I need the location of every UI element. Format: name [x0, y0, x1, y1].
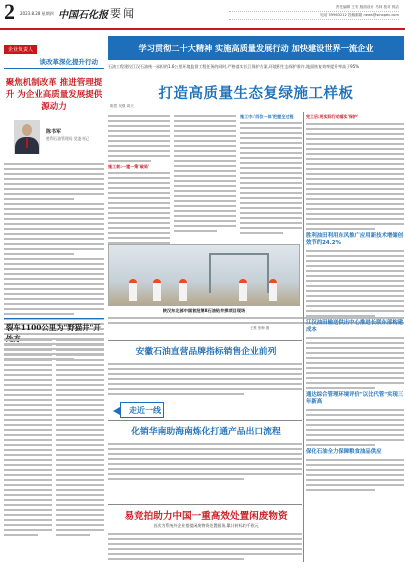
arrow-icon [113, 407, 120, 415]
banner-text: 学习贯彻二十大精神 实施高质量发展行动 加快建设世界一流企业 [138, 43, 374, 53]
divider [4, 318, 104, 319]
main-lead: 石油工程建设江汉石油统一承担的1.6公里环境监督工程任务的同时,严格落实长江保护方案,环境积生态保护准许,地面恢复效率提升率高于95% [108, 64, 360, 69]
sidebar-headline-4: 保化石油全力保障粮食油品供应 [306, 449, 382, 455]
sidebar-headline-2: 江汉油田输送供出中心推进长联东部构建成本 [306, 320, 404, 333]
article-headline-1: 安徽石油直营品牌指标销售企业前列 [135, 347, 277, 357]
editor-line: 责任编辑 王安 版面设计 马帅 校对 郭洁 [229, 4, 399, 12]
article-1-body [108, 360, 302, 397]
column-tag: 企业负责人 [4, 45, 37, 54]
person-role: 胜利石油管理局 党委书记 [46, 136, 89, 141]
editor-credits [229, 4, 399, 20]
left-column [4, 36, 104, 362]
article-headline-3: 易竞拍助力中国一重高效处置闲废物资 [124, 511, 288, 522]
person-name: 陈书军 [46, 129, 62, 135]
column-title: 谈改革深化提升行动 [4, 57, 104, 69]
bottom-left-headline: 裂车1100公里为"野猫井"开 [6, 323, 101, 332]
main-photo [108, 244, 300, 306]
sidebar-item-body [306, 250, 404, 317]
article-2-body [108, 440, 302, 482]
divider [108, 504, 302, 505]
masthead [0, 0, 405, 30]
main-headline: 打造高质量生态复绿施工样板 [158, 85, 354, 102]
left-headline: 聚焦机制改革 推进管理提升 为企业高质量发展提供源动力 [5, 78, 103, 112]
main-subhead-2: 施工中:'四位一体'把握全过程 [240, 114, 294, 119]
main-subhead-1: 施工前:一建一策'破局' [108, 164, 150, 170]
section-tag [120, 402, 164, 418]
main-text-col-1 [108, 112, 170, 252]
right-sidebar [306, 112, 404, 493]
article-headline-2: 化销华南助海南炼化打通产品出口流程 [131, 427, 281, 437]
sidebar-item-body [306, 459, 404, 491]
column-divider [303, 112, 304, 562]
section-tag-label: 走近一线 [129, 405, 161, 415]
divider [108, 420, 302, 421]
main-byline: 陈思 吴强 周天 [110, 104, 134, 108]
paper-name: 中国石化报 [58, 10, 108, 21]
article-3-body [108, 530, 302, 562]
sidebar-headline-3: 通达综合管理环境评价"以比代管"实现三年新高 [306, 392, 404, 405]
article-subline-3: 首次为系统外企业搭提闲废物资处置服务,累计转标约千欧元 [153, 523, 259, 528]
top-banner [108, 36, 404, 60]
page-date: 2023.8.28 星期四 [20, 11, 54, 16]
sidebar-body [306, 123, 404, 230]
sidebar-item-body [306, 409, 404, 446]
main-text-col-3 [240, 112, 302, 236]
sidebar-item-body [306, 337, 404, 389]
profile [4, 120, 104, 160]
main-text-col-2 [174, 112, 236, 234]
photo-caption: 陕汉东北部中国首批第8石油钻井探项目现场 [162, 308, 246, 313]
bottom-left-body [4, 336, 52, 538]
main-subhead-3: 完工后:用实际行动落实'保护' [306, 114, 359, 119]
sidebar-headline-1: 胜利油田利用东风推广应用新技术增储创效节约24.2% [306, 233, 404, 246]
portrait-photo [14, 120, 40, 154]
section-name: 要闻 [110, 7, 136, 20]
page-number: 2 [4, 0, 15, 24]
photo-credit: 王维 张梅 摄 [250, 326, 270, 330]
bottom-left-body-2 [56, 336, 104, 538]
editor-line: 电话 59963212 投稿邮箱 news@sinopec.com [229, 12, 399, 20]
divider [108, 340, 302, 341]
